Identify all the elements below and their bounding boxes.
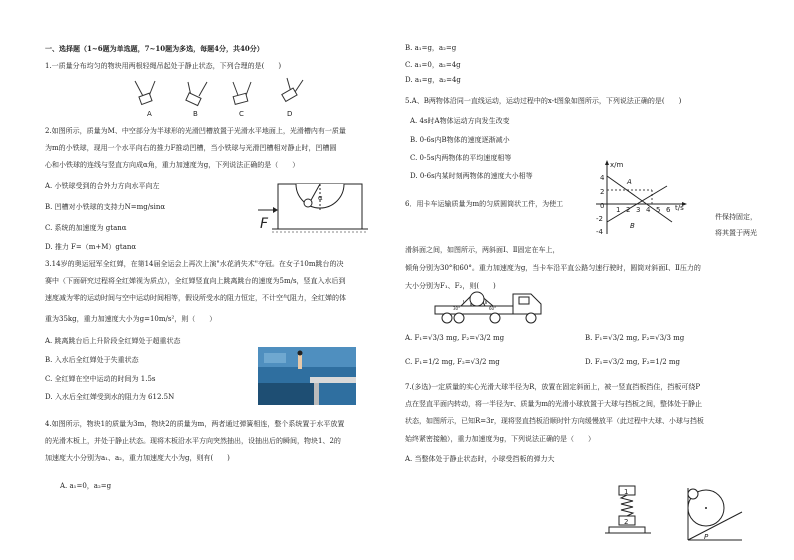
q3-stem-line4: 重为35kg，重力加速度大小为g=10m/s²，则（ ） [45, 315, 217, 323]
q5-option-c: C. 0-5s内两物体的平均速度相等 [410, 154, 512, 162]
section-header: 一、选择题（1~6题为单选题，7~10题为多选，每题4分，共40分） [45, 44, 264, 53]
q6-angle-30: 30° [453, 306, 461, 311]
q1-label-b: B [193, 110, 198, 118]
q6-stem-line3: 倾角分别为30°和60°。重力加速度为g，当卡车沿平直公路匀速行驶时，圆筒对斜面Ⅰ、Ⅱ压力的 [405, 264, 701, 272]
q5-series-b-label: B [630, 222, 635, 230]
q2-figure [258, 180, 368, 242]
q2-option-d: D. 推力 F=（m+M）gtanα [45, 243, 137, 251]
q5-ylabel: x/m [610, 161, 624, 169]
q6-truck-figure [433, 290, 548, 326]
q3-stem-line2: 赛中（下面研究过程将全红婵视为质点），全红婵竖直向上跳离跳台的速度为5m/s，竖直入水后到 [45, 277, 346, 285]
q4-option-b: B. a₁=g，a₂=g [405, 44, 457, 52]
q1-option-b-diagram [186, 82, 207, 106]
q5-xtick-4: 4 [646, 206, 651, 214]
q7-pivot-p-label: P [704, 533, 709, 541]
q4-option-c: C. a₁=0，a₂=4g [405, 61, 461, 69]
q6-stem-line1c: 将其置于两光 [715, 229, 757, 237]
q7-option-a: A. 当整体处于静止状态时，小球受挡板的弹力大 [405, 455, 555, 463]
q3-option-a: A. 跳离跳台后上升阶段全红婵处于超重状态 [45, 337, 181, 345]
q2-alpha-label: α [318, 194, 323, 202]
q2-option-c: C. 系统的加速度为 gtanα [45, 224, 127, 232]
q6-stem-line1b: 件保持固定， [715, 213, 757, 221]
q5-series-a-label: A [627, 178, 632, 186]
q5-ytick-2: 2 [600, 188, 605, 196]
q3-photo [258, 347, 356, 405]
q5-ytick-4: 4 [600, 174, 605, 182]
q2-option-b: B. 凹槽对小铁球的支持力N=mg/sinα [45, 203, 166, 211]
q2-stem-line3: 心和小铁球的连线与竖直方向成α角，重力加速度为g，下列说法正确的是（ ） [45, 161, 300, 169]
q5-ytick-0: 0 [600, 202, 605, 210]
q6-option-c: C. F₁=1/2 mg, F₂=√3/2 mg [405, 358, 500, 366]
q7-stem-line3: 状态，如图所示，已知R=3r，现将竖直挡板沿顺时针方向缓慢放平（此过程中大球、小球与挡板 [405, 417, 704, 425]
q5-xt-chart [592, 160, 692, 238]
q2-stem-line2: 为m的小铁球，现用一个水平向右的推力F推动凹槽，当小铁球与光滑凹槽相对静止时，凹槽圆 [45, 144, 337, 152]
q5-stem: 5.A、B两物体沿同一直线运动，运动过程中的x-t图象如图所示，下列说法正确的是( ) [405, 97, 682, 105]
q1-stem: 1.一质量分布均匀的物块用两根轻绳吊起处于静止状态，下列合理的是( ) [45, 62, 282, 70]
q5-xlabel: t/s [675, 204, 684, 212]
q6-slope-i-label: Ⅰ [463, 300, 465, 306]
q3-stem-line1: 3.14岁的奥运冠军全红婵，在第14届全运会上再次上演"水花消失术"夺冠。在女子10m跳台的决 [45, 260, 344, 268]
q6-stem-line1a: 6．用卡车运输质量为m的匀质圆筒状工件，为使工 [405, 200, 564, 208]
q5-ytick-neg4: -4 [596, 228, 603, 236]
q1-option-a-diagram [135, 81, 155, 104]
q3-option-c: C. 全红婵在空中运动的时间为 1.5s [45, 375, 156, 383]
q5-option-a: A. 4s时A物体运动方向发生改变 [410, 117, 510, 125]
q3-option-b: B. 入水后全红婵处于失重状态 [45, 356, 139, 364]
q5-xtick-5: 5 [656, 206, 661, 214]
q1-label-d: D [287, 110, 293, 118]
q5-option-b: B. 0-6s内B物体的速度逐渐减小 [410, 136, 510, 144]
q6-stem-line4: 大小分别为F₁、F₂，则( ) [405, 282, 496, 290]
q1-option-d-diagram [282, 78, 303, 101]
q6-option-a: A. F₁=√3/3 mg, F₂=√3/2 mg [405, 334, 505, 342]
q7-stem-line2: 点在竖直平面内转动，将一半径为r、质量为m的光滑小球放置于大球与挡板之间，整体处于静止 [405, 400, 702, 408]
q7-stem-line4: 始终紧密接触），重力加速度为g，下列说法正确的是（ ） [405, 435, 595, 443]
q1-option-c-diagram [233, 82, 251, 104]
q6-angle-60: 60° [489, 306, 497, 311]
q5-ytick-neg2: -2 [596, 215, 603, 223]
q1-label-c: C [239, 110, 244, 118]
q6-slope-ii-label: Ⅱ [485, 300, 488, 306]
q6-stem-line2: 滑斜面之间，如图所示，两斜面Ⅰ、Ⅱ固定在车上， [405, 246, 560, 254]
q2-option-a: A. 小铁球受到的合外力方向水平向左 [45, 182, 160, 190]
q6-option-b: B. F₁=√3/2 mg, F₂=√3/3 mg [585, 334, 685, 342]
q1-label-a: A [147, 110, 152, 118]
q3-option-d: D. 入水后全红婵受到水的阻力为 612.5N [45, 393, 175, 401]
q7-block-2-label: 2 [624, 518, 629, 526]
q5-xtick-1: 1 [616, 206, 621, 214]
q5-series-a-line [607, 176, 672, 222]
q4-option-d: D. a₁=g，a₂=4g [405, 76, 461, 84]
q3-stem-line3: 速度减为零的运动时间与空中运动时间相等，假设所受水的阻力恒定，不计空气阻力，全红婵的体 [45, 294, 346, 302]
q7-balls-figure [684, 484, 744, 542]
q2-stem-line1: 2.如图所示，质量为M、中空部分为半球形的光滑凹槽放置于光滑水平地面上，光滑槽内有一质量 [45, 127, 346, 135]
q7-stem-line1: 7.(多选)一定质量的实心光滑大球半径为R，放置在固定斜面上，被一竖直挡板挡住，挡板可绕P [405, 383, 701, 391]
q7-spring-figure [605, 484, 655, 542]
q5-xtick-2: 2 [626, 206, 631, 214]
q5-xtick-6: 6 [666, 206, 671, 214]
q4-stem-line3: 加速度大小分别为a₁、a₂，重力加速度大小为g，则有( ) [45, 454, 230, 462]
q1-figure [125, 76, 315, 118]
q5-option-d: D. 0-6s内某时刻两物体的速度大小相等 [410, 172, 533, 180]
q4-option-a: A. a₁=0，a₂=g [60, 482, 112, 490]
q4-stem-line2: 的光滑木板上，并处于静止状态。现将木板沿水平方向突然抽出，设抽出后的瞬间，物块1、2的 [45, 437, 341, 445]
q2-force-label: F [260, 216, 269, 232]
q4-stem-line1: 4.如图所示，物块1的质量为3m，物块2的质量为m，两者通过弹簧相连，整个系统置于水平放置 [45, 420, 345, 428]
q7-block-1-label: 1 [624, 488, 629, 496]
q6-option-d: D. F₁=√3/2 mg, F₂=1/2 mg [585, 358, 680, 366]
q5-xtick-3: 3 [636, 206, 641, 214]
